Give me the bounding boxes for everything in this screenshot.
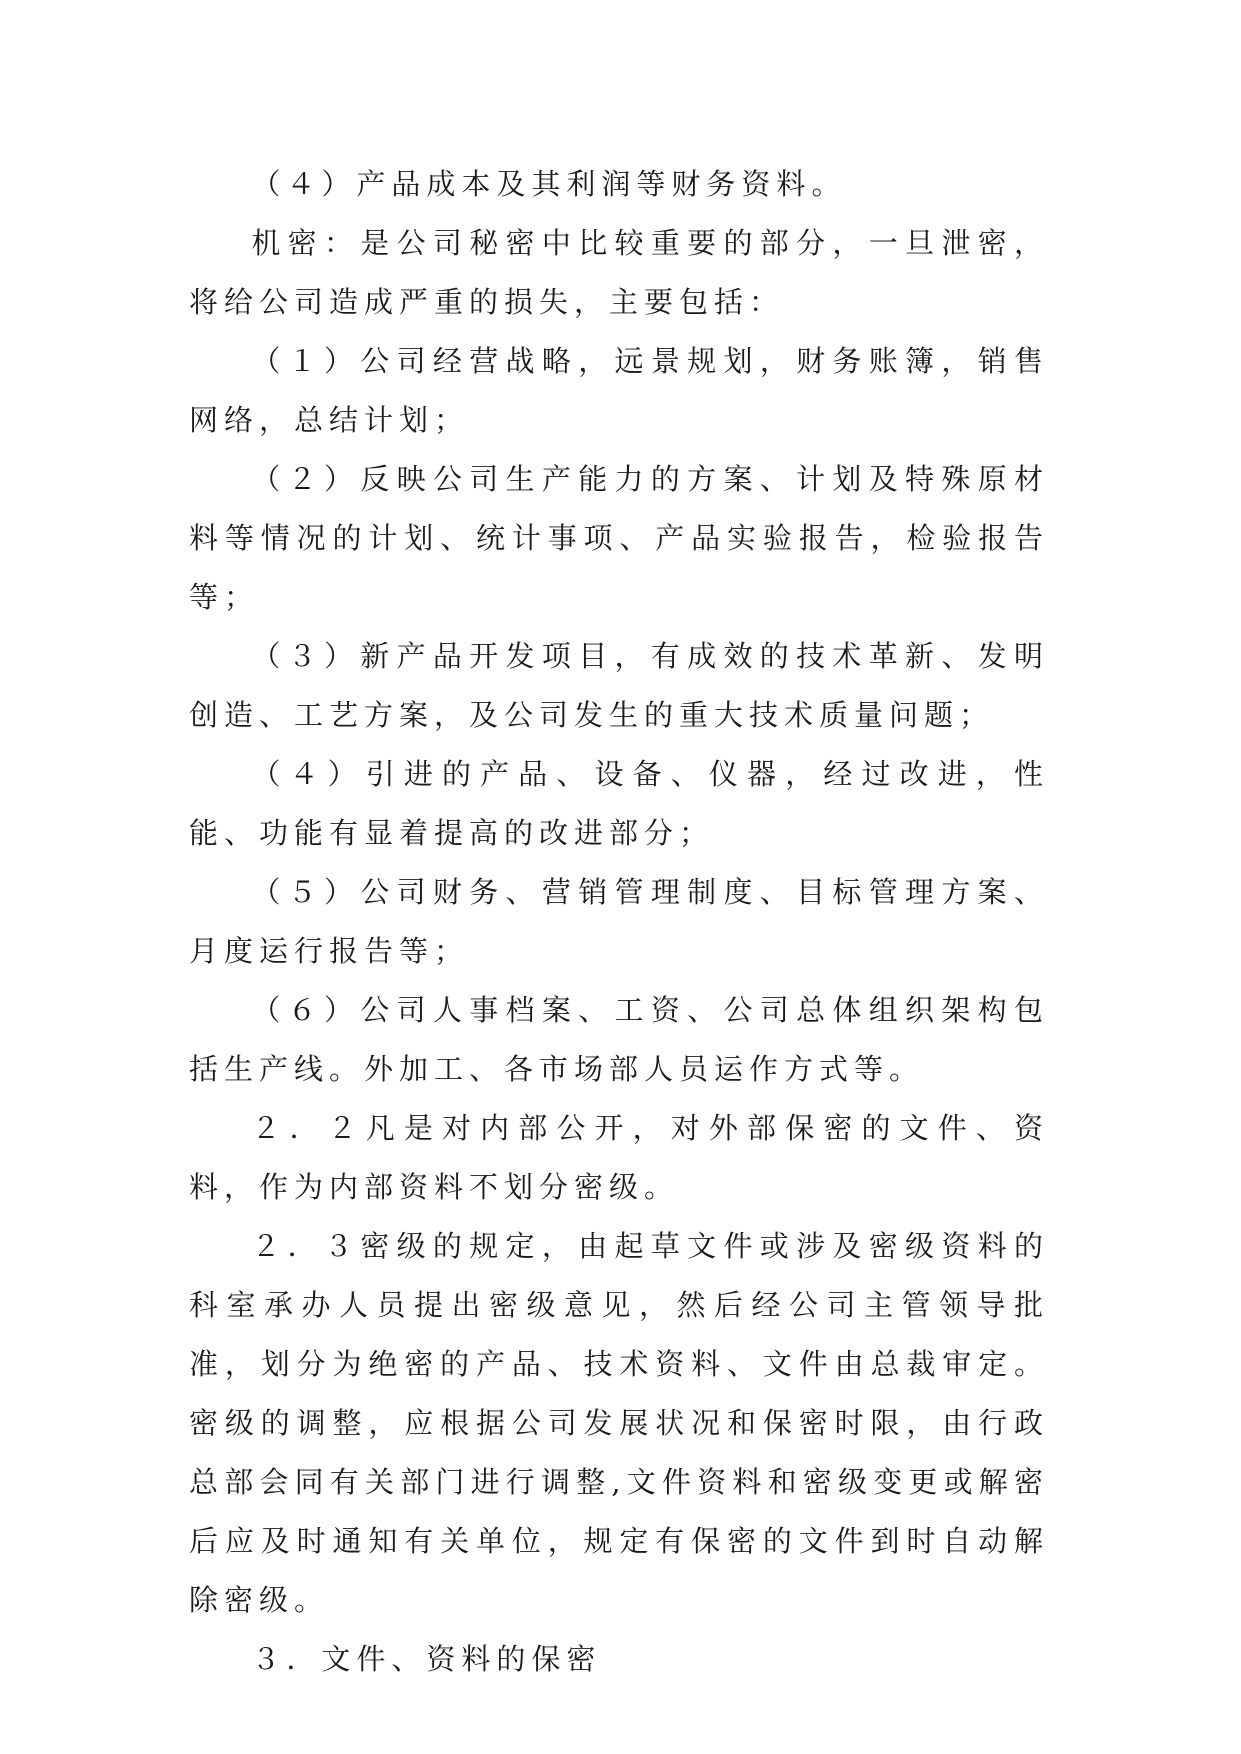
paragraph-item-5-management: （５）公司财务、营销管理制度、目标管理方案、月度运行报告等； (189, 875, 1049, 968)
paragraph-item-3-new-products: （３）新产品开发项目，有成效的技术革新、发明创造、工艺方案，及公司发生的重大技术质量问题； (189, 639, 1049, 732)
paragraph-item-2-production: （２）反映公司生产能力的方案、计划及特殊原材料等情况的计划、统计事项、产品实验报告，检验报告等； (189, 462, 1049, 614)
document-body (189, 155, 1049, 1689)
paragraph-section-2-2: ２．２凡是对内部公开，对外部保密的文件、资料，作为内部资料不划分密级。 (189, 1111, 1049, 1204)
section-heading-3: ３．文件、资料的保密 (251, 1642, 602, 1676)
paragraph-item-6-personnel: （６）公司人事档案、工资、公司总体组织架构包括生产线。外加工、各市场部人员运作方式等。 (189, 993, 1049, 1086)
paragraph-item-1-strategy: （１）公司经营战略，远景规划，财务账簿，销售网络，总结计划； (189, 344, 1049, 437)
paragraph-cost-profit: （４）产品成本及其利润等财务资料。 (251, 167, 847, 201)
paragraph-confidential-definition: 机密：是公司秘密中比较重要的部分，一旦泄密，将给公司造成严重的损失，主要包括： (189, 226, 1049, 319)
paragraph-section-2-3: ２．３密级的规定，由起草文件或涉及密级资料的科室承办人员提出密级意见，然后经公司主管领导批准，划分为绝密的产品、技术资料、文件由总裁审定。密级的调整，应根据公司发展状况和保密时限，由行政总部会同有关部门进行调整,文件资料和密级变更或解密后应及时通知有关单位，规定有保密的文件到时自动解除密级。 (189, 1229, 1049, 1617)
paragraph-item-4-imported-equipment: （４）引进的产品、设备、仪器，经过改进，性能、功能有显着提高的改进部分； (189, 757, 1049, 850)
